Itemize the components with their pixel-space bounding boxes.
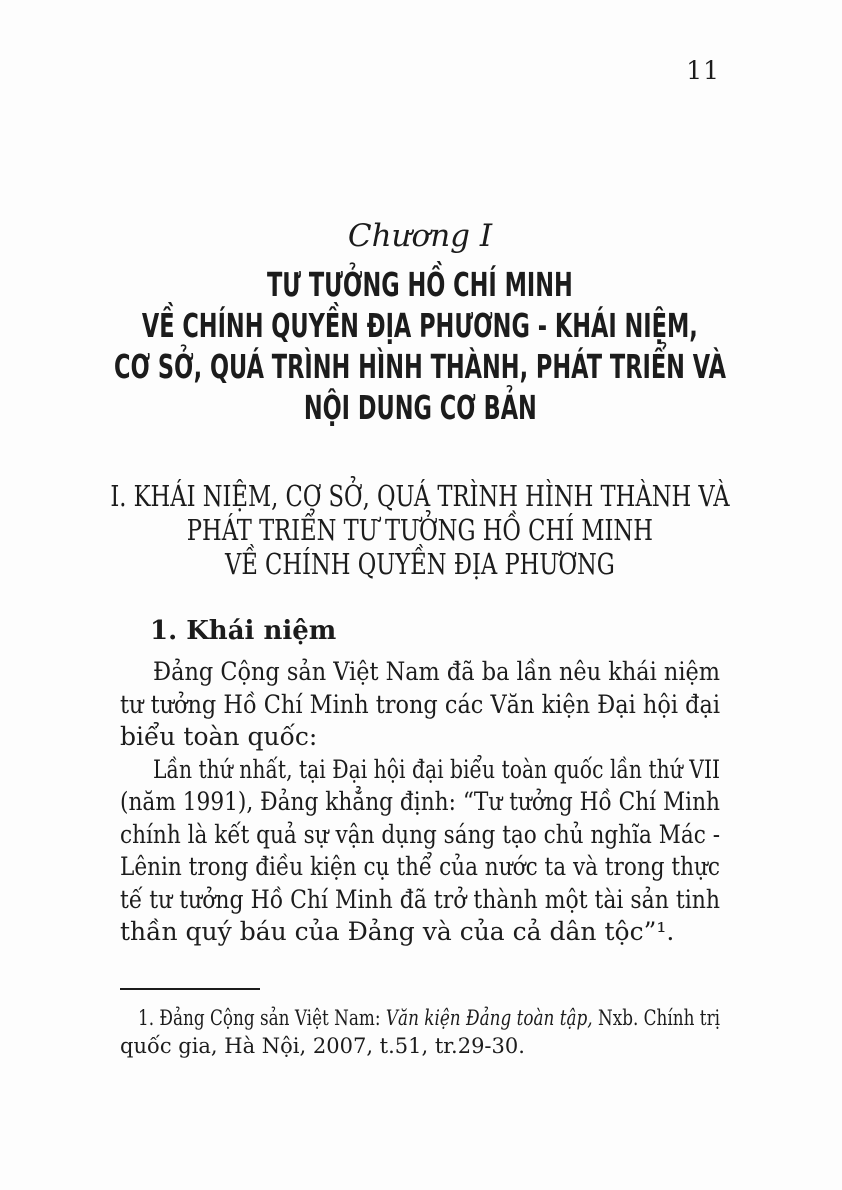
section-heading-line [120, 547, 720, 581]
paragraph [120, 754, 720, 949]
footnote-line-content: quốc gia, Hà Nội, 2007, t.51, tr.29-30. [120, 1034, 525, 1058]
paragraph [120, 656, 720, 754]
footnote-line-content [138, 1004, 720, 1032]
text-line [120, 754, 720, 787]
text-line-content: Lần thứ nhất, tại Đại hội đại biểu toàn quốc lần thứ VII [153, 754, 720, 784]
section-heading-line [120, 513, 720, 547]
chapter-label: Chương I [347, 218, 493, 254]
chapter-title-line-text: TƯ TƯỞNG HỒ CHÍ MINH [267, 265, 573, 304]
text-line-content: chính là kết quả sự vận dụng sáng tạo chủ nghĩa Mác - [120, 819, 720, 849]
section-heading-line-text: I. KHÁI NIỆM, CƠ SỞ, QUÁ TRÌNH HÌNH THÀNH VÀ [110, 479, 730, 513]
footnote-work-title: Văn kiện Đảng toàn tập, [385, 1006, 593, 1030]
text-line [120, 656, 720, 689]
text-line-content: (năm 1991), Đảng khẳng định: “Tư tưởng Hồ Chí Minh [120, 787, 720, 816]
chapter-title-line [114, 346, 726, 387]
chapter-title-line-text: NỘI DUNG CƠ BẢN [303, 388, 537, 427]
text-line [120, 851, 720, 884]
text-line [120, 786, 720, 819]
footnote-citation-start: 1. Đảng Cộng sản Việt Nam: [138, 1006, 386, 1030]
footnote [120, 1004, 720, 1060]
chapter-title-line-text: CƠ SỞ, QUÁ TRÌNH HÌNH THÀNH, PHÁT TRIỂN VÀ [114, 347, 726, 386]
text-line [120, 721, 720, 754]
text-line-content: Đảng Cộng sản Việt Nam đã ba lần nêu khái niệm [153, 657, 720, 686]
subsection-heading: 1. Khái niệm [150, 616, 337, 646]
chapter-title-line [120, 387, 720, 428]
section-heading [110, 479, 730, 581]
text-line-content: tư tưởng Hồ Chí Minh trong các Văn kiện Đại hội đại [120, 689, 720, 719]
section-heading-line-text: VỀ CHÍNH QUYỀN ĐỊA PHƯƠNG [225, 547, 615, 581]
text-line-content: biểu toàn quốc: [120, 722, 318, 751]
footnote-publisher: Nxb. Chính trị [592, 1006, 720, 1030]
text-line [120, 689, 720, 722]
text-line-content: thần quý báu của Đảng và của cả dân tộc”¹. [120, 917, 675, 946]
text-line [120, 819, 720, 852]
footnote-line [120, 1004, 720, 1032]
footnote-line [120, 1032, 720, 1060]
section-heading-line [110, 479, 730, 513]
body-text [120, 656, 720, 949]
text-column [110, 0, 730, 1190]
text-line-content: tế tư tưởng Hồ Chí Minh đã trở thành một tài sản tinh [120, 884, 720, 914]
text-line-content: Lênin trong điều kiện cụ thể của nước ta và trong thực [120, 852, 720, 881]
footnote-divider [120, 988, 260, 990]
text-line [120, 884, 720, 917]
chapter-title-line [120, 264, 720, 305]
chapter-title [114, 264, 726, 428]
chapter-title-line [120, 305, 720, 346]
text-line [120, 916, 720, 949]
chapter-title-line-text: VỀ CHÍNH QUYỀN ĐỊA PHƯƠNG - KHÁI NIỆM, [141, 306, 699, 345]
section-heading-line-text: PHÁT TRIỂN TƯ TƯỞNG HỒ CHÍ MINH [186, 513, 654, 547]
page-number: 11 [686, 56, 720, 85]
